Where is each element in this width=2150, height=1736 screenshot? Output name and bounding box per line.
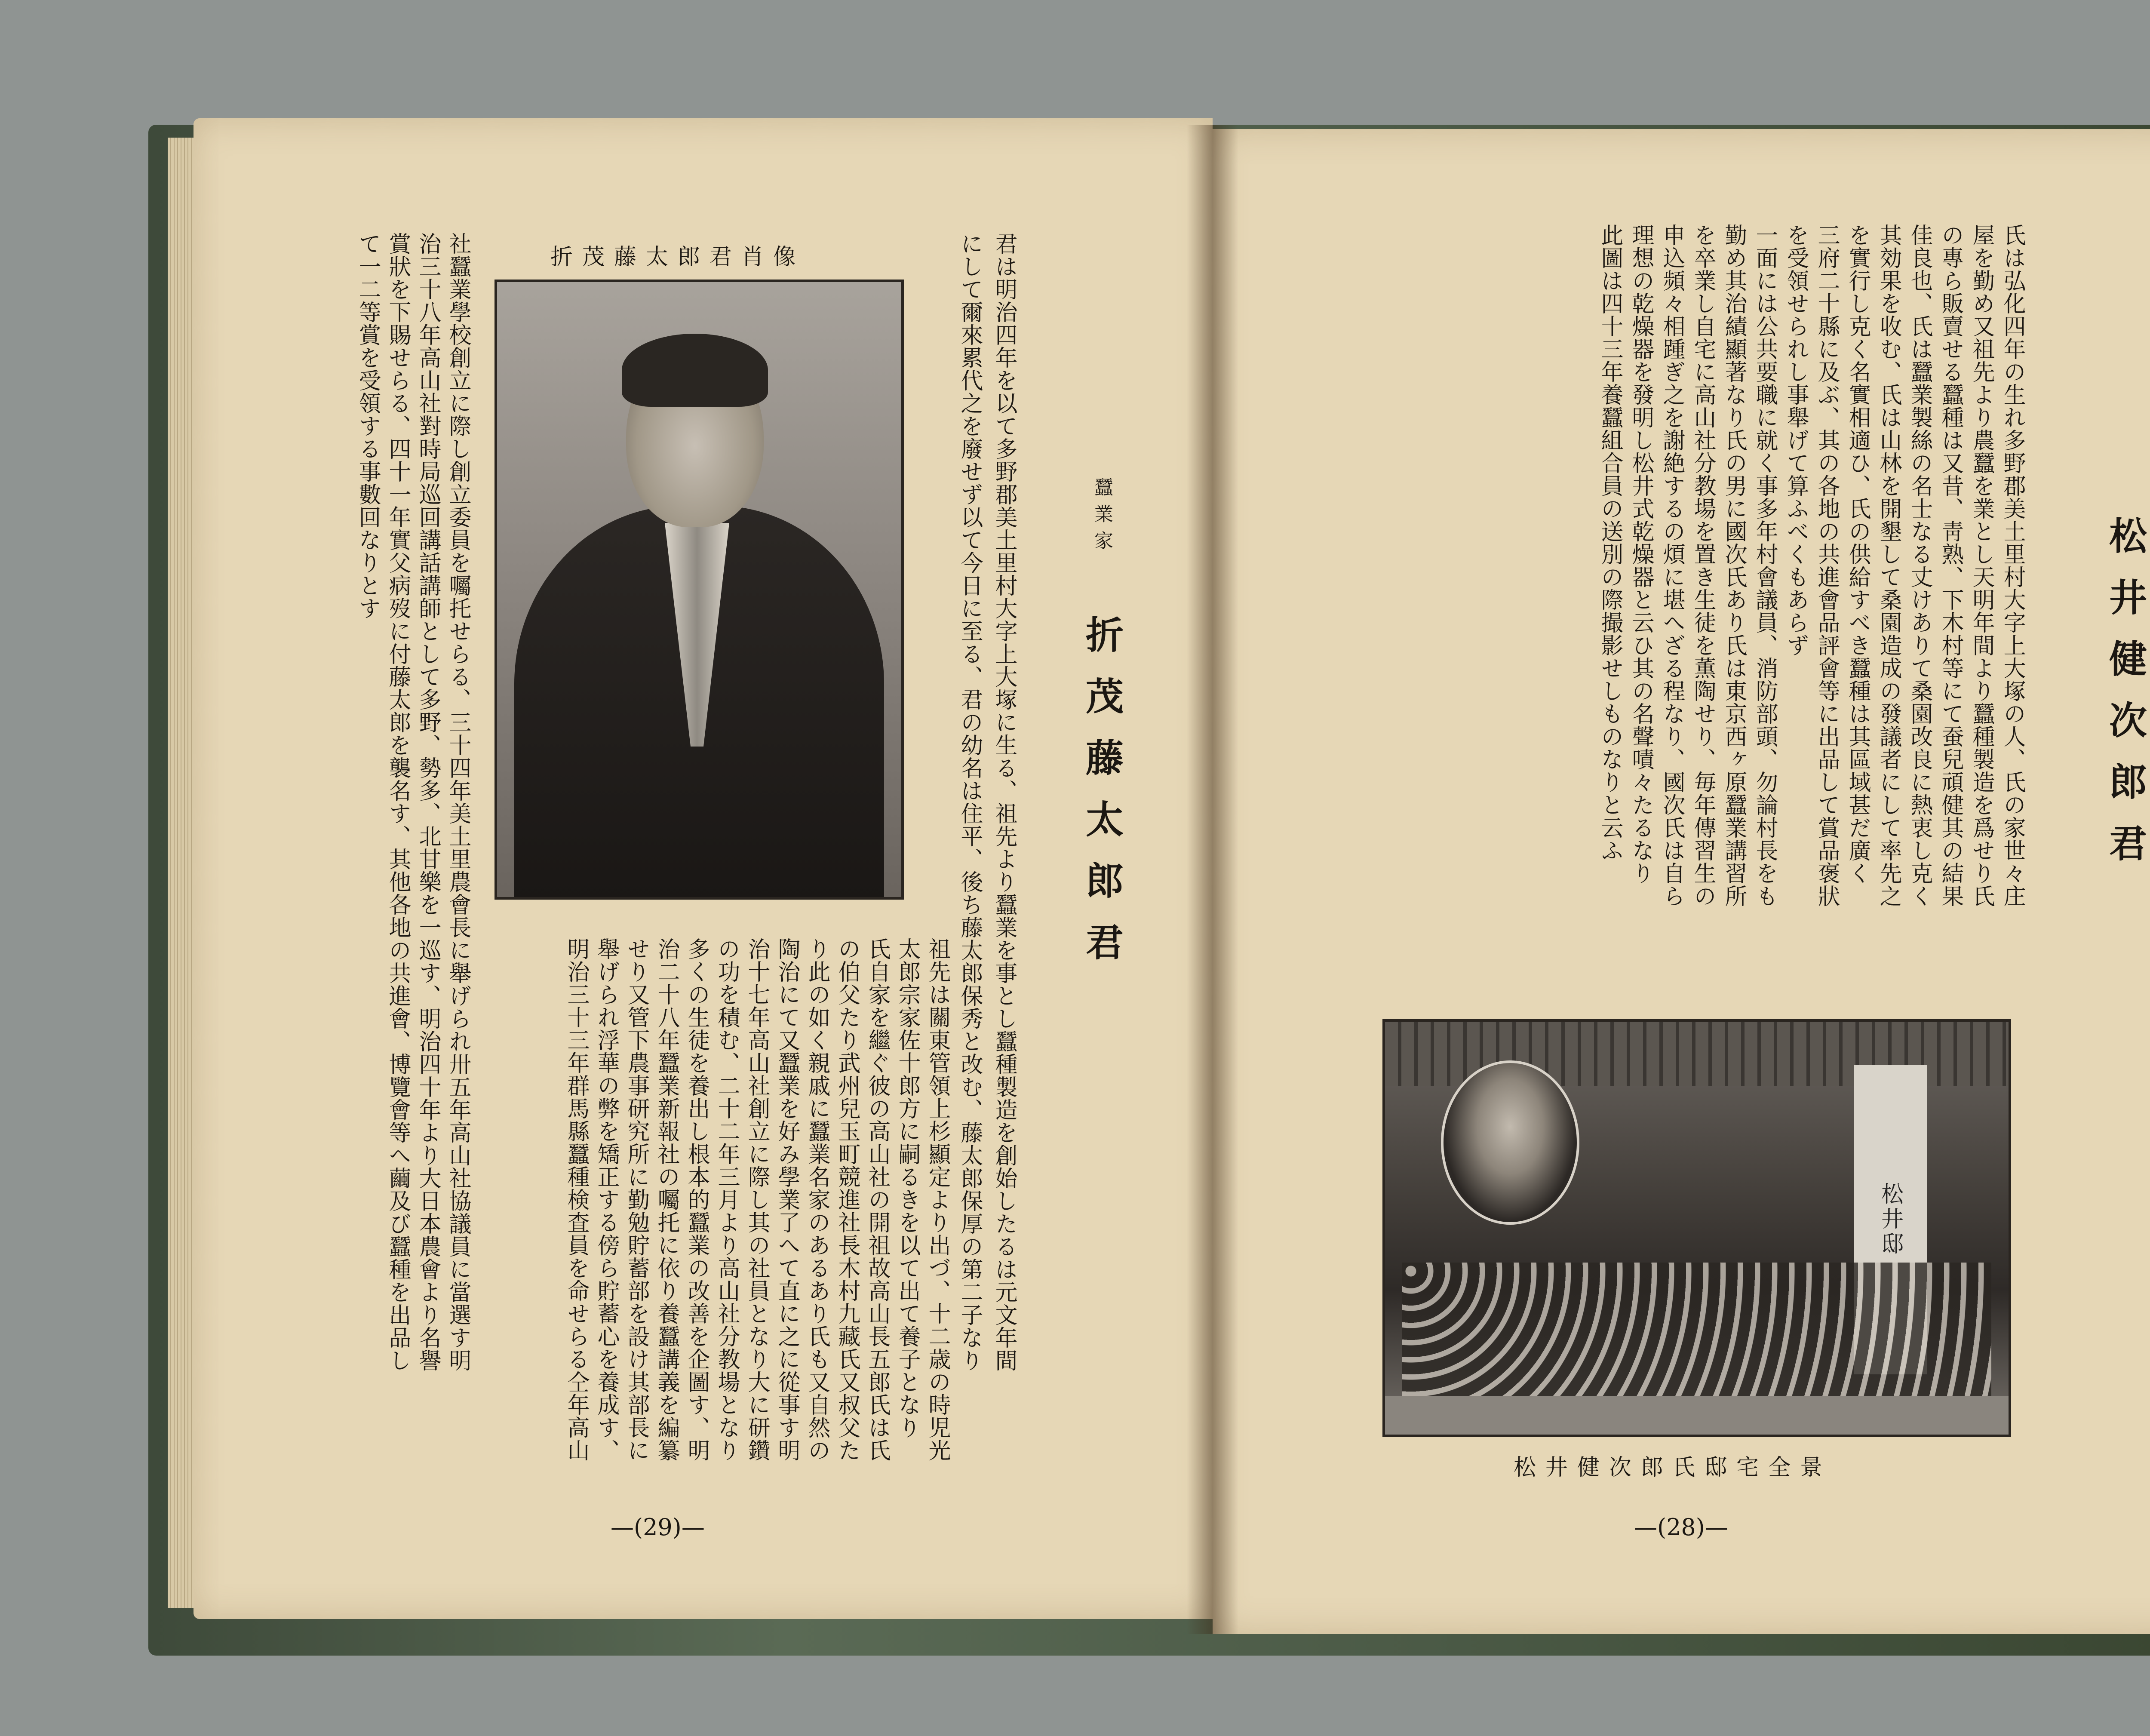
text-line: を卒業し自宅に高山社分教場を置き生徒を薫陶せり、毎年傳習生の <box>1690 224 1716 907</box>
occupation-label: 蠶業家 <box>1091 477 1113 557</box>
text-line: 一面には公共要職に就く事多年村會議員、消防部頭、勿論村長をも <box>1752 224 1778 907</box>
text-line: 治三十八年高山社對時局巡回講話講師として多野、勢多、北甘樂を一巡す、明治四十年より大日本農會より名譽 <box>415 232 441 1372</box>
text-line: 明治三十三年群馬縣蠶種検査員を命せらる仝年高山 <box>563 937 589 1462</box>
right-page-number: —(28)— <box>1634 1514 1728 1541</box>
text-line: 舉げられ浮華の弊を矯正する傍ら貯蓄心を養成す、 <box>593 937 619 1462</box>
signpost: 松井邸 <box>1854 1065 1927 1374</box>
text-line: 治十七年高山社創立に際し其の社員となり大に研鑽 <box>744 937 770 1462</box>
portrait-photo <box>494 280 904 900</box>
portrait-caption: 折茂藤太郎君肖像 <box>550 244 805 270</box>
text-line: 三府二十縣に及ぶ、其の各地の共進會品評會等に出品して賞品褒狀 <box>1814 224 1840 907</box>
text-line: の伯父たり武州兒玉町競進社長木村九藏氏又叔父た <box>834 937 860 1462</box>
text-line: の專ら販賣せる蠶種は又昔、靑熟、下木村等にて蚕兒頑健其の結果 <box>1938 224 1963 907</box>
text-line: せり又管下農事研究所に勤勉貯蓄部を設け其部長に <box>624 937 649 1462</box>
text-line: 氏自家を繼ぐ彼の高山社の開祖故高山長五郎氏は氏 <box>864 937 890 1462</box>
text-line: 多くの生徒を養出し根本的蠶業の改善を企圖す、明 <box>684 937 710 1462</box>
text-line: 賞狀を下賜せらる、四十一年實父病歿に付藤太郎を襲名す、其他各地の共進會、博覽會等へ繭及び蠶種を出品し <box>385 232 411 1372</box>
left-page-title: 折茂藤太郎君 <box>1080 615 1124 984</box>
residence-group-photo <box>1382 1019 2011 1437</box>
text-line: 其効果を收む、氏は山林を開墾して桑園造成の發議者にして率先之 <box>1876 224 1901 907</box>
text-line: 太郎宗家佐十郎方に嗣るきを以て出て養子となり <box>894 937 920 1439</box>
left-body-top-1: 君は明治四年を以て多野郡美土里村大字上大塚に生る、祖先より蠶業を事とし蠶種製造を創始したるは元文年間 <box>991 232 1017 1372</box>
text-line: 此圖は四十三年養蠶組合員の送別の際撮影せしものなりと云ふ <box>1597 224 1623 862</box>
text-line: の功を積む、二十二年三月より高山社分教場となり <box>714 937 740 1462</box>
photo-caption: 松井健次郎氏邸宅全景 <box>1514 1455 1832 1481</box>
text-line: 勤め其治績顯著なり氏の男に國次氏あり氏は東京西ヶ原蠶業講習所 <box>1721 224 1747 907</box>
gutter <box>1187 125 1238 1634</box>
text-line: 社蠶業學校創立に際し創立委員を囑托せらる、三十四年美土里農會長に舉げられ卅五年高山社協議員に當選す明 <box>445 232 471 1372</box>
text-line: 氏は弘化四年の生れ多野郡美土里村大字上大塚の人、氏の家世々庄 <box>2000 224 2025 907</box>
text-line: 屋を勤め又祖先より農蠶を業とし天明年間より蠶種製造を爲せり氏 <box>1969 224 1994 907</box>
left-page-number: —(29)— <box>611 1514 705 1541</box>
text-line: 申込頻々相踵ぎ之を謝絶するの煩に堪へざる程なり、國次氏は自ら <box>1659 224 1685 907</box>
left-body-top-2: にして爾來累代之を廢せず以て今日に至る、君の幼名は住平、後ち藤太郎保秀と改む、藤太郎保厚の第二子なり <box>957 232 983 1372</box>
text-line: 理想の乾燥器を發明し松井式乾燥器と云ひ其の名聲嘖々たるなり <box>1628 224 1654 885</box>
text-line: を受領せられし事舉げて算ふべくもあらず <box>1783 224 1809 657</box>
text-line: り此の如く親戚に蠶業名家のあるあり氏も又自然の <box>804 937 830 1462</box>
text-line: を實行し克く名實相適ひ、氏の供給すべき蠶種は其區域甚だ廣く <box>1845 224 1870 885</box>
text-line: 祖先は關東管領上杉顯定より出づ、十二歳の時児光 <box>924 937 950 1462</box>
text-line: 佳良也、氏は蠶業製絲の名士なる丈けありて桑園改良に熱衷し克く <box>1907 224 1932 907</box>
text-line: 陶治にて又蠶業を好み學業了へて直に之に從事す明 <box>774 937 800 1462</box>
text-line: 治二十八年蠶業新報社の囑托に依り養蠶講義を編纂 <box>654 937 679 1462</box>
right-page-title: 松井健次郎君 <box>2103 516 2148 885</box>
portrait-medallion <box>1441 1060 1579 1225</box>
text-line: て一二等賞を受領する事數回なりとす <box>355 232 381 620</box>
